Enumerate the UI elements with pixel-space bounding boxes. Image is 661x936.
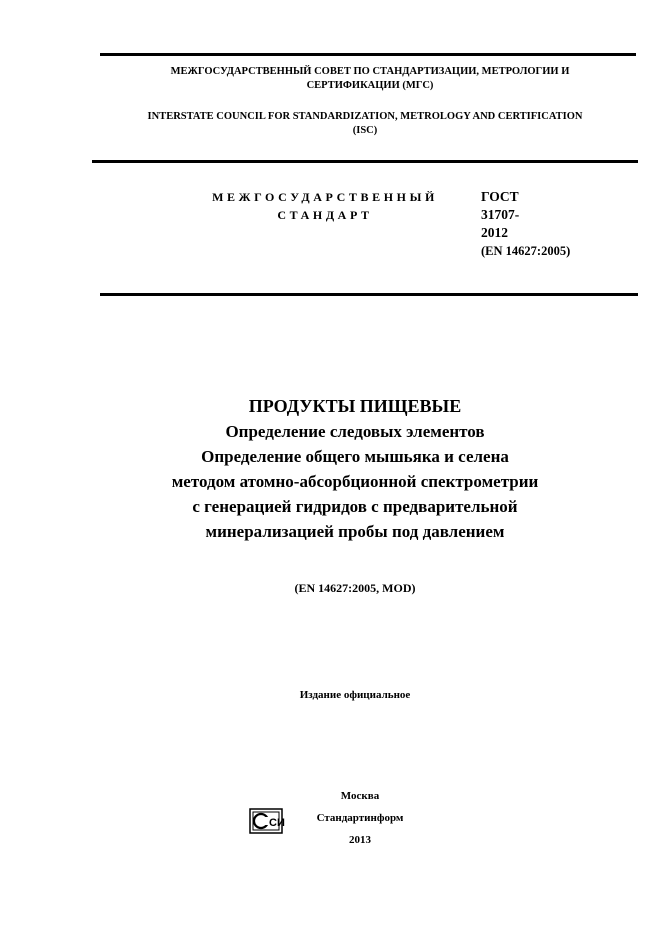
publisher-logo-icon (249, 808, 283, 834)
gost-line1: ГОСТ (481, 189, 519, 204)
gost-line3: 2012 (481, 225, 508, 240)
title-line: с генерацией гидридов с предварительной (192, 497, 518, 516)
title-line: минерализацией пробы под давлением (205, 522, 505, 541)
gost-line2: 31707- (481, 207, 520, 222)
standard-label-line2: СТАНДАРТ (277, 208, 373, 222)
title-main: ПРОДУКТЫ ПИЩЕВЫЕ (248, 396, 462, 416)
council-en-line2: (ISC) (352, 125, 378, 136)
middle-rule (92, 160, 638, 163)
council-name-en (100, 110, 630, 138)
edition-note: Издание официальное (299, 689, 411, 701)
gost-designation (481, 188, 631, 260)
council-ru-line1: МЕЖГОСУДАРСТВЕННЫЙ СОВЕТ ПО СТАНДАРТИЗАЦИИ, МЕТРОЛОГИИ И (170, 66, 570, 77)
council-en-line1: INTERSTATE COUNCIL FOR STANDARDIZATION, METROLOGY AND CERTIFICATION (147, 111, 583, 122)
standard-label-line1: МЕЖГОСУДАРСТВЕННЫЙ (212, 190, 438, 204)
top-rule (100, 53, 636, 56)
bottom-rule (100, 293, 638, 296)
title-subtitle (100, 419, 610, 544)
logo-text: СИ (269, 817, 285, 829)
imprint-year: 2013 (349, 834, 371, 846)
title-line: методом атомно-абсорбционной спектрометрии (171, 472, 539, 491)
imprint-city: Москва (340, 790, 380, 802)
council-name-ru (110, 65, 630, 93)
document-title (100, 393, 610, 544)
en-reference: (EN 14627:2005) (481, 244, 571, 258)
standard-label (185, 188, 465, 224)
title-line: Определение следовых элементов (225, 422, 485, 441)
modification-note: (EN 14627:2005, MOD) (294, 581, 416, 595)
council-ru-line2: СЕРТИФИКАЦИИ (МГС) (306, 80, 434, 91)
imprint (300, 789, 420, 855)
title-line: Определение общего мышьяка и селена (201, 447, 509, 466)
imprint-publisher: Стандартинформ (316, 812, 404, 824)
